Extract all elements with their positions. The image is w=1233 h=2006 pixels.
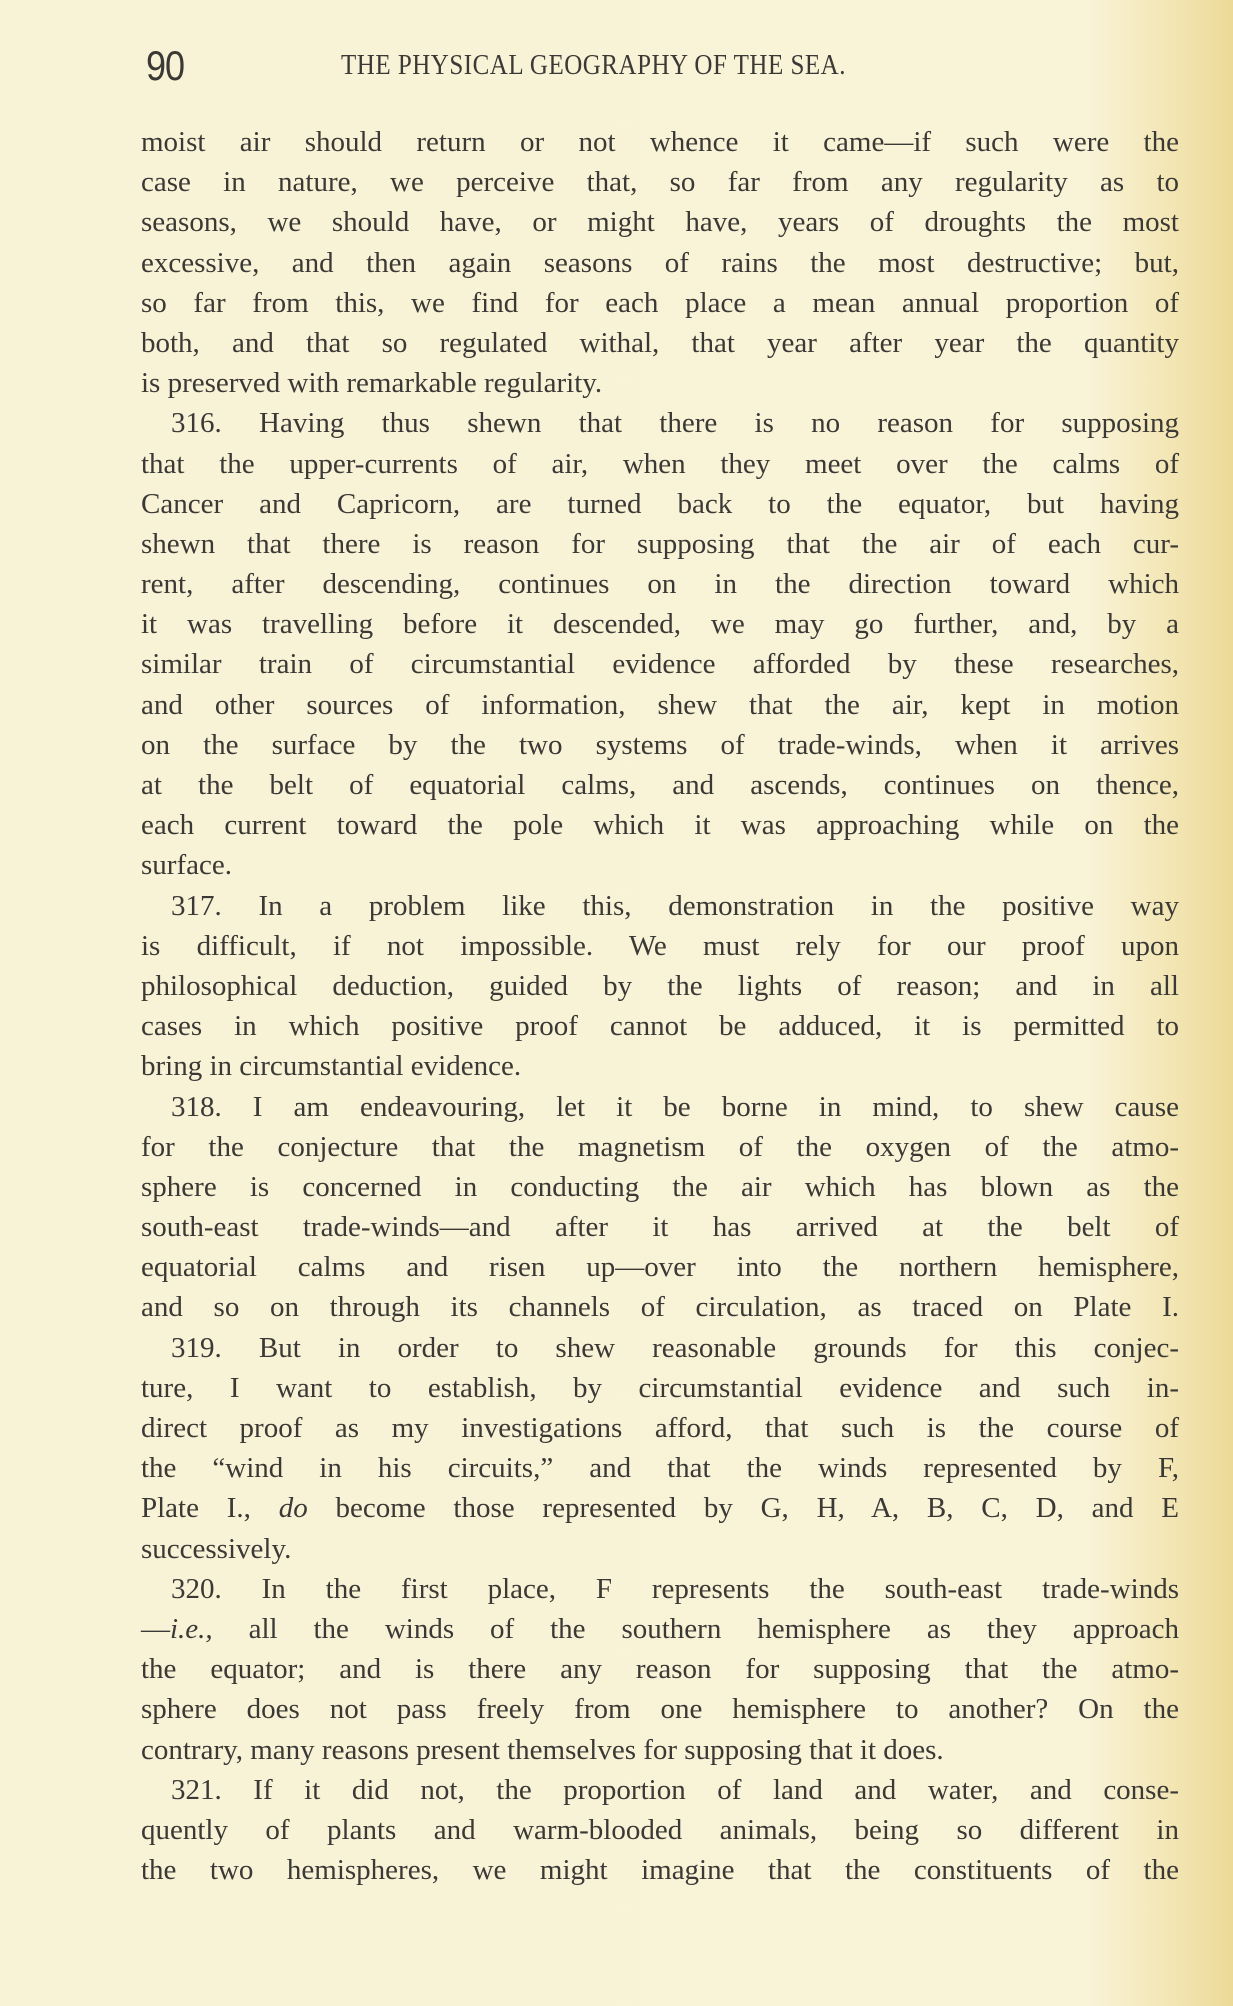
- text-line: shewn that there is reason for supposing that the air of each cur-: [141, 527, 1179, 560]
- text-line: successively.: [141, 1532, 292, 1565]
- paragraph: [141, 403, 1179, 885]
- text-line: contrary, many reasons present themselves for supposing that it does.: [141, 1733, 944, 1766]
- text-line: south-east trade-winds—and after it has arrived at the belt of: [141, 1211, 1179, 1244]
- text-line: 321. If it did not, the proportion of land and water, and conse-: [171, 1773, 1179, 1806]
- paragraph: [141, 1087, 1179, 1328]
- text-line: bring in circumstantial evidence.: [141, 1050, 522, 1083]
- text-line: case in nature, we perceive that, so far from any regularity as to: [141, 166, 1179, 199]
- running-title: THE PHYSICAL GEOGRAPHY OF THE SEA.: [341, 50, 846, 82]
- text-line: surface.: [141, 849, 232, 882]
- text-line: [141, 1488, 1179, 1528]
- text-line: 319. But in order to shew reasonable grounds for this conjec-: [171, 1331, 1179, 1364]
- text-line: rent, after descending, continues on in the direction toward which: [141, 568, 1179, 601]
- text-line: philosophical deduction, guided by the lights of reason; and in all: [141, 969, 1179, 1002]
- text-line: sphere does not pass freely from one hemisphere to another? On the: [141, 1693, 1179, 1726]
- paragraph: [141, 886, 1179, 1087]
- running-header: [146, 42, 1186, 90]
- text-line: moist air should return or not whence it came—if such were the: [141, 126, 1179, 158]
- text-segment: Plate I.,: [141, 1492, 279, 1525]
- text-line: the two hemispheres, we might imagine that the constituents of the: [141, 1854, 1179, 1887]
- text-line: equatorial calms and risen up—over into the northern hemisphere,: [141, 1251, 1179, 1284]
- text-line: [141, 1609, 1179, 1649]
- text-line: direct proof as my investigations afford, that such is the course of: [141, 1412, 1179, 1444]
- text-line: cases in which positive proof cannot be adduced, it is permitted to: [141, 1010, 1179, 1043]
- text-line: and so on through its channels of circulation, as traced on Plate I.: [141, 1291, 1179, 1324]
- text-line: ture, I want to establish, by circumstantial evidence and such in-: [141, 1371, 1179, 1404]
- italic-text: i.e.,: [170, 1612, 213, 1645]
- text-line: is preserved with remarkable regularity.: [141, 367, 603, 400]
- text-line: so far from this, we find for each place a mean annual proportion of: [141, 286, 1179, 319]
- text-line: on the surface by the two systems of trade-winds, when it arrives: [141, 728, 1179, 761]
- text-line: excessive, and then again seasons of rains the most destructive; but,: [141, 246, 1179, 279]
- text-line: for the conjecture that the magnetism of the oxygen of the atmo-: [141, 1130, 1179, 1163]
- text-line: that the upper-currents of air, when they meet over the calms of: [141, 447, 1179, 480]
- text-line: it was travelling before it descended, we may go further, and, by a: [141, 608, 1179, 641]
- paragraph: [141, 122, 1179, 403]
- paragraph: [141, 1328, 1179, 1569]
- page-number: 90: [146, 42, 185, 90]
- paragraph: [141, 1770, 1179, 1891]
- paragraph: [141, 1569, 1179, 1770]
- text-line: seasons, we should have, or might have, years of droughts the most: [141, 206, 1179, 239]
- text-segment: become those represented by G, H, A, B, C, D, and E: [307, 1492, 1179, 1525]
- text-line: 317. In a problem like this, demonstration in the positive way: [171, 889, 1179, 922]
- text-line: similar train of circumstantial evidence afforded by these researches,: [141, 648, 1179, 681]
- text-line: sphere is concerned in conducting the air which has blown as the: [141, 1170, 1179, 1203]
- text-line: 318. I am endeavouring, let it be borne in mind, to shew cause: [171, 1090, 1179, 1123]
- text-line: at the belt of equatorial calms, and ascends, continues on thence,: [141, 769, 1179, 801]
- text-segment: —: [141, 1612, 170, 1645]
- text-segment: all the winds of the southern hemisphere as they approach: [212, 1612, 1179, 1645]
- text-line: both, and that so regulated withal, that year after year the quantity: [141, 326, 1179, 359]
- italic-text: do: [278, 1492, 308, 1525]
- text-line: 320. In the first place, F represents the south-east trade-winds: [171, 1572, 1179, 1605]
- text-line: the equator; and is there any reason for supposing that the atmo-: [141, 1653, 1179, 1686]
- text-line: and other sources of information, shew that the air, kept in motion: [141, 688, 1179, 721]
- text-line: each current toward the pole which it was approaching while on the: [141, 809, 1179, 842]
- text-line: quently of plants and warm-blooded animals, being so different in: [141, 1813, 1179, 1846]
- text-line: the “wind in his circuits,” and that the winds represented by F,: [141, 1452, 1179, 1485]
- text-line: 316. Having thus shewn that there is no reason for supposing: [171, 407, 1179, 440]
- text-line: Cancer and Capricorn, are turned back to the equator, but having: [141, 487, 1179, 520]
- text-line: is difficult, if not impossible. We must rely for our proof upon: [141, 929, 1179, 962]
- page-body: [141, 122, 1179, 1890]
